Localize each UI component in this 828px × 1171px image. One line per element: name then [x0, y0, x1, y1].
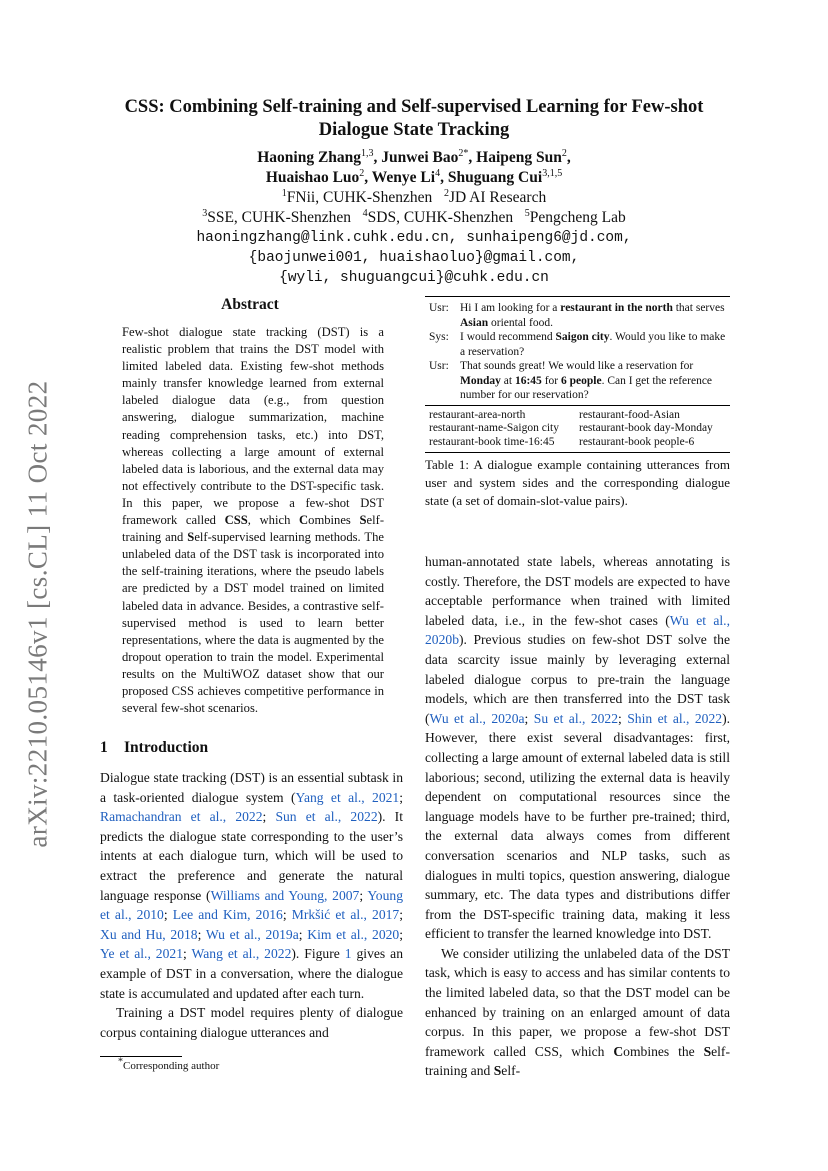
body-text: Dialogue state tracking (DST) is an essential subtask in a task-oriented dialogue system (	[100, 770, 403, 805]
abstract-text: ombines	[308, 513, 360, 528]
citation-link[interactable]: Williams and Young, 2007	[210, 887, 360, 903]
body-text: ;	[282, 907, 292, 923]
utterance-text: at	[500, 374, 515, 387]
aff-sup: 3	[202, 207, 208, 219]
affiliation: SDS, CUHK-Shenzhen	[367, 209, 514, 226]
citation-link[interactable]: Sun et al., 2022	[275, 809, 378, 825]
aff-sup: 2	[443, 187, 449, 199]
author-sup: 2	[359, 167, 365, 179]
body-text: ;	[399, 907, 404, 923]
author-name: Haipeng Sun	[476, 149, 562, 166]
email-line-2: {baojunwei001, huaishaoluo}@gmail.com,	[248, 250, 580, 266]
dialogue-turn	[429, 301, 726, 330]
affiliation-line-2	[60, 208, 768, 228]
utterance-text: . Would you like to make a reservation?	[460, 331, 726, 358]
slot-value: restaurant-food-Asian	[579, 408, 680, 421]
intro-paragraph-1	[100, 768, 403, 1003]
figure-ref-link[interactable]: 1	[344, 946, 352, 962]
utterance-text: . Can I get the reference number for our reservation?	[460, 374, 713, 401]
body-text: ;	[163, 907, 173, 923]
body-text: ;	[298, 926, 308, 942]
abstract-text: Few-shot dialogue state tracking (DST) is a realistic problem that trains the DST model with limited labeled data. Existing few-shot methods mainly transfer knowledge learned from external labeled dialogue data (e.g., from question answering, dialogue summarization, machine reading comprehension tasks, etc.) into DST, whereas collecting a large amount of external labeled data is laborious, and the external data may not effectively contribute to the DST-specific task. In this paper, we propose a few-shot DST framework called	[122, 325, 384, 528]
table-bottom-rule	[425, 452, 730, 453]
body-text: We consider utilizing the unlabeled data of the DST task, which is easy to access and has similar contents to the limited labeled data, so that the DST model can be enhanced by training on an enlarged amount of data corpus. In this paper, we propose a few-shot DST framework called CSS, which	[425, 945, 730, 1059]
affiliation: SSE, CUHK-Shenzhen	[207, 209, 352, 226]
body-text: ombines the	[623, 1043, 704, 1059]
citation-link[interactable]: Ramachandran et al., 2022	[100, 809, 263, 825]
footnote-rule	[100, 1056, 182, 1057]
utterance	[460, 359, 726, 403]
abstract-css: CSS	[224, 513, 248, 528]
body-text: ). Figure	[291, 946, 345, 962]
citation-link[interactable]: Wang et al., 2022	[191, 946, 292, 962]
speaker-label: Usr:	[429, 360, 449, 372]
aff-sup: 1	[281, 187, 287, 199]
title-line-2: Dialogue State Tracking	[318, 120, 510, 140]
utterance	[460, 330, 726, 359]
citation-link[interactable]: Yang et al., 2021	[295, 789, 400, 805]
abstract-bold-letter: S	[187, 530, 195, 545]
body-text: ;	[197, 926, 206, 942]
author-sup: 2	[561, 147, 567, 159]
utterance-bold: 16:45	[514, 374, 542, 387]
affiliation: FNii, CUHK-Shenzhen	[286, 189, 433, 206]
slot-value: restaurant-book people-6	[579, 435, 695, 448]
slot-value: restaurant-area-north	[429, 408, 526, 421]
abstract-bold-letter: S	[359, 513, 367, 528]
intro-left-column	[100, 768, 403, 1042]
citation-link[interactable]: Ye et al., 2021	[100, 946, 183, 962]
utterance-text: I would recommend	[460, 331, 556, 343]
body-text: elf-training and	[425, 1043, 730, 1079]
slot-value: restaurant-name-Saigon city	[429, 422, 559, 434]
body-text: ;	[359, 887, 368, 903]
body-text: ;	[399, 926, 403, 942]
utterance-bold: Monday	[460, 374, 501, 387]
utterance-bold: Saigon city	[555, 331, 610, 343]
abstract-text: elf-training and	[122, 513, 385, 545]
section-title: Introduction	[124, 739, 209, 756]
utterance-text: Hi I am looking for a	[460, 302, 561, 314]
affiliation: JD AI Research	[448, 189, 547, 206]
dialogue-state-slots	[425, 406, 730, 453]
abstract-heading: Abstract	[221, 296, 279, 313]
author-names-line-1: Haoning Zhang$^{1,3}$, Junwei Bao$^{2*}$, Haipeng Sun$^2$,	[257, 147, 571, 166]
author-block	[60, 148, 768, 288]
bold-letter: S	[703, 1043, 712, 1059]
citation-link[interactable]: Xu and Hu, 2018	[100, 926, 198, 942]
author-sup: 4	[435, 167, 441, 179]
author-name: Junwei Bao	[381, 149, 459, 166]
body-text: ;	[262, 809, 276, 825]
body-text: ). Previous studies on few-shot DST solve the data scarcity issue mainly by leveraging external labeled dialogue corpus to pre-train the language models, which are then transferred into the DST task (	[425, 632, 730, 726]
body-text: elf-	[501, 1063, 521, 1079]
aff-sup: 4	[362, 207, 368, 219]
utterance-text: for	[541, 374, 561, 387]
email-line-1: haoningzhang@link.cuhk.edu.cn, sunhaipeng6@jd.com,	[196, 230, 632, 246]
utterance-bold: restaurant in the north	[560, 302, 673, 314]
arxiv-watermark	[18, 364, 58, 864]
bold-letter: S	[493, 1063, 502, 1079]
email-line-3: {wyli, shuguangcui}@cuhk.edu.cn	[279, 270, 549, 286]
table-1	[425, 296, 730, 453]
author-name: Shuguang Cui	[447, 169, 543, 186]
table-caption: Table 1: A dialogue example containing utterances from user and system sides and the corresponding dialogue state (a set of domain-slot-value pairs).	[425, 457, 730, 508]
abstract-bold-letter: C	[299, 513, 309, 528]
dialogue-turn	[429, 359, 726, 403]
body-text: ). However, there exist several disadvantages: first, collecting a large amount of external labeled data is still laborious; second, utilizing the external data is heavily dependent on computational resources since the language models have to be further pre-trained; third, the external data always comes from different conversation scenarios and NLP tasks, such as dialogues in multi topics, question answering, dialogue summary, etc. The data types and distributions differ from the DST-specific training data, making it less efficient to transfer the learned knowledge into DST.	[425, 710, 730, 942]
author-name: Wenye Li	[371, 169, 436, 186]
citation-link[interactable]: Wu et al., 2020b	[425, 612, 730, 648]
paper-title	[60, 96, 768, 142]
author-sup: 3,1,5	[542, 167, 563, 179]
slot-value: restaurant-book time-16:45	[429, 435, 555, 448]
abstract-body	[122, 324, 384, 717]
author-sup: 2*	[458, 147, 469, 159]
affiliation-line-1	[60, 188, 768, 208]
utterance-bold: Asian	[460, 316, 489, 329]
dialogue-turn	[429, 330, 726, 359]
body-text: ;	[183, 946, 192, 962]
body-text: gives an example of DST in a conversation, where the dialogue state is accumulated and updated after each turn.	[100, 946, 403, 1001]
footnote-mark: *	[118, 1056, 123, 1068]
citation-link[interactable]: Mrkšić et al., 2017	[291, 907, 400, 923]
section-heading	[100, 739, 208, 757]
arxiv-id: arXiv:2210.05146v1 [cs.CL] 11 Oct 2022	[22, 380, 53, 848]
dialogue-block	[425, 297, 730, 405]
citation-link[interactable]: Wu et al., 2019a	[205, 926, 299, 942]
author-sup: 1,3	[361, 147, 374, 159]
speaker-label: Sys:	[429, 331, 449, 343]
citation-link[interactable]: Su et al., 2022	[533, 710, 619, 726]
intro-paragraph-3	[425, 944, 730, 1081]
citation-link[interactable]: Wu et al., 2020a	[429, 710, 525, 726]
intro-right-column	[425, 552, 730, 1081]
footnote-text: Corresponding author	[123, 1060, 220, 1072]
body-text: ;	[524, 710, 534, 726]
aff-sup: 5	[524, 207, 530, 219]
body-text: ;	[618, 710, 628, 726]
body-text: ). It predicts the dialogue state corresponding to the user’s intents at each dialogue turn, which will be used to extract the preference and generate the natural language response (	[100, 809, 403, 903]
citation-link[interactable]: Lee and Kim, 2016	[172, 907, 283, 923]
abstract-text: elf-supervised learning methods. The unlabeled data of the DST task is incorporated into the self-training iterations, where the pseudo labels are predicted by a DST model trained on limited labeled data in advance. Besides, a contrastive self-supervised method is used to learn better representations, where the data is augmented by the dropout operation to train the model. Experimental results on the MultiWOZ dataset show that our proposed CSS achieves competitive performance in several few-shot scenarios.	[122, 530, 384, 716]
author-names-line-2: Huaishao Luo$^2$, Wenye Li$^4$, Shuguang Cui$^{3,1,5}$	[265, 167, 563, 186]
title-line-1: CSS: Combining Self-training and Self-supervised Learning for Few-shot	[124, 97, 704, 117]
intro-paragraph-2: Training a DST model requires plenty of dialogue corpus containing dialogue utterances and	[100, 1005, 403, 1040]
section-number: 1	[100, 739, 108, 756]
slot-value: restaurant-book day-Monday	[579, 422, 713, 434]
utterance	[460, 301, 726, 330]
bold-letter: C	[613, 1043, 624, 1059]
body-text: human-annotated state labels, whereas annotating is costly. Therefore, the DST models are expected to have acceptable performance when trained with limited labeled data, i.e., in the few-shot cases (	[425, 554, 730, 628]
utterance-text: That sounds great! We would like a reservation for	[460, 360, 694, 372]
author-name: Huaishao Luo	[265, 169, 360, 186]
speaker-label: Usr:	[429, 302, 449, 314]
utterance-bold: 6 people	[560, 374, 602, 387]
affiliation: Pengcheng Lab	[529, 209, 626, 226]
citation-link[interactable]: Young et al., 2010	[100, 887, 403, 923]
author-name: Haoning Zhang	[257, 149, 362, 166]
body-text: ;	[399, 789, 403, 805]
footnote	[118, 1056, 220, 1072]
abstract-text: , which	[247, 513, 300, 528]
citation-link[interactable]: Kim et al., 2020	[307, 926, 400, 942]
citation-link[interactable]: Shin et al., 2022	[627, 710, 723, 726]
intro-paragraph-continued	[425, 552, 730, 944]
utterance-text: oriental food.	[488, 316, 553, 329]
utterance-text: that serves	[672, 302, 725, 314]
